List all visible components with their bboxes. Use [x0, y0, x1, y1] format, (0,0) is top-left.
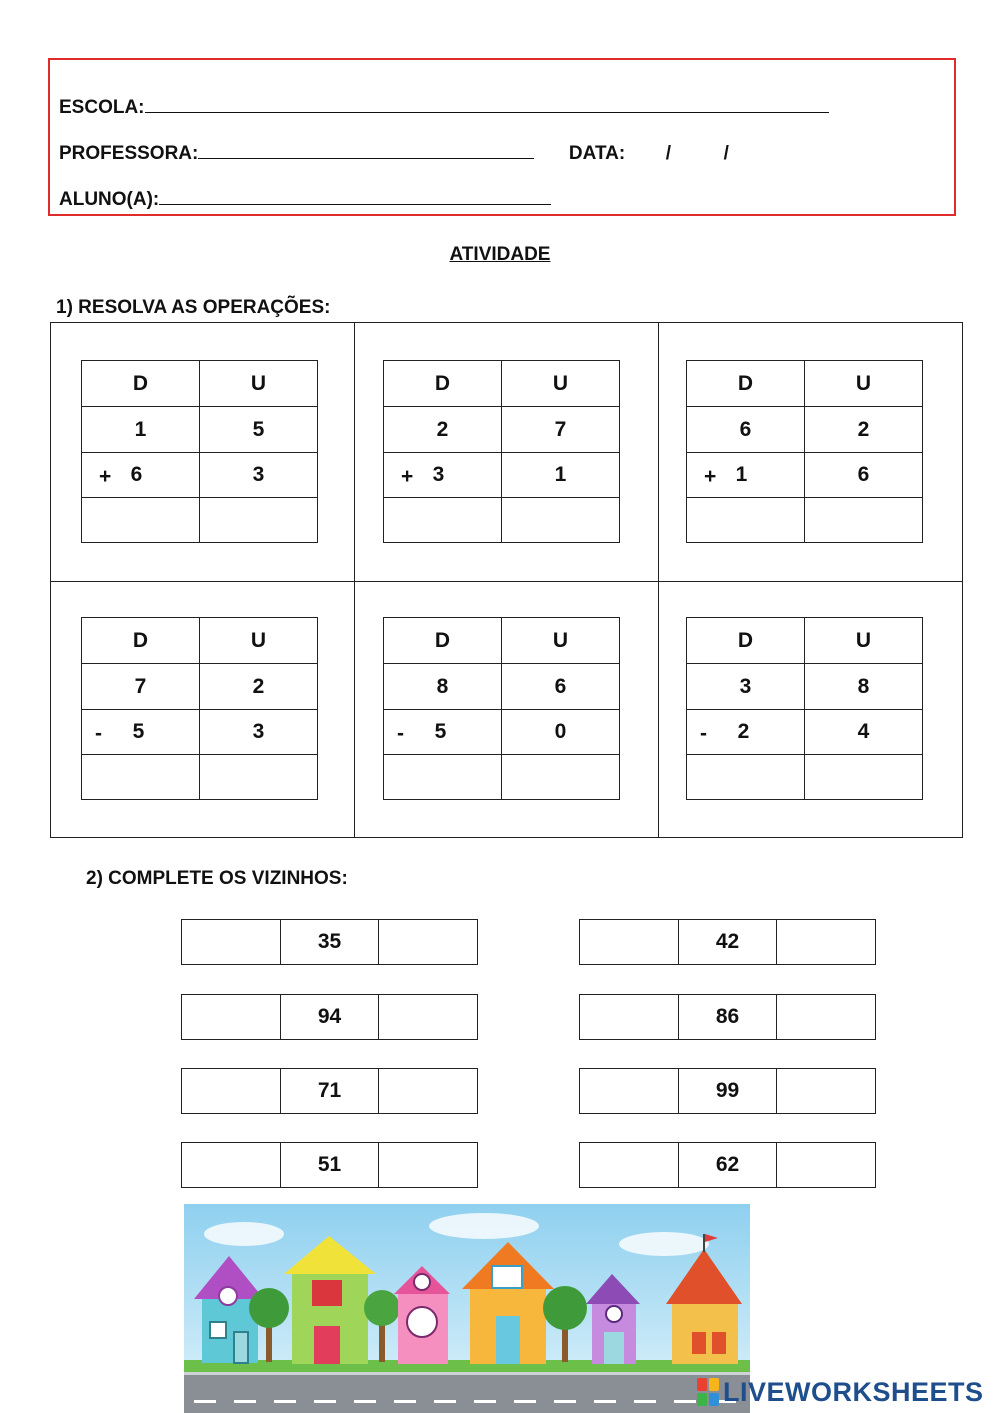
- after-input[interactable]: [777, 995, 875, 1039]
- answer-units-input[interactable]: [805, 755, 923, 800]
- data-label: DATA:: [568, 143, 626, 164]
- answer-units-input[interactable]: [805, 498, 923, 543]
- before-input[interactable]: [580, 920, 679, 964]
- escola-line: [59, 96, 829, 119]
- answer-tens-input[interactable]: [82, 498, 200, 543]
- col-u-header: U: [805, 361, 923, 407]
- bottom-tens: 6: [130, 463, 143, 486]
- date-slash-2: /: [723, 143, 729, 164]
- col-d-header: D: [82, 361, 200, 407]
- operator-sign: +: [99, 465, 112, 488]
- top-units: 5: [200, 407, 318, 453]
- col-u-header: U: [502, 361, 620, 407]
- after-input[interactable]: [379, 1143, 477, 1187]
- bottom-tens-cell: [384, 453, 502, 498]
- col-d-header: D: [687, 361, 805, 407]
- bottom-tens: 5: [434, 720, 447, 743]
- bottom-tens-cell: [82, 453, 200, 498]
- col-u-header: U: [502, 618, 620, 664]
- bottom-units: 3: [200, 710, 318, 755]
- col-u-header: U: [805, 618, 923, 664]
- bottom-units: 6: [805, 453, 923, 498]
- after-input[interactable]: [379, 995, 477, 1039]
- operator-sign: -: [397, 722, 404, 745]
- watermark-text: LIVEWORKSHEETS: [723, 1376, 984, 1407]
- neighbour-row: [579, 1142, 876, 1188]
- answer-tens-input[interactable]: [687, 755, 805, 800]
- date-slash-1: /: [665, 143, 672, 164]
- neighbour-number: 62: [679, 1143, 778, 1187]
- aluno-line: [59, 188, 551, 211]
- operation-table: [686, 617, 923, 800]
- neighbour-number: 35: [281, 920, 380, 964]
- bottom-tens: 1: [735, 463, 748, 486]
- before-input[interactable]: [182, 1143, 281, 1187]
- operation-table: [383, 617, 620, 800]
- answer-units-input[interactable]: [200, 755, 318, 800]
- answer-tens-input[interactable]: [384, 498, 502, 543]
- question-1-label: 1) RESOLVA AS OPERAÇÕES:: [56, 297, 331, 318]
- neighbour-number: 94: [281, 995, 380, 1039]
- top-tens: 2: [384, 407, 502, 453]
- col-u-header: U: [200, 618, 318, 664]
- top-tens: 7: [82, 664, 200, 710]
- neighbour-number: 71: [281, 1069, 380, 1113]
- col-d-header: D: [82, 618, 200, 664]
- bottom-tens: 2: [737, 720, 750, 743]
- answer-units-input[interactable]: [502, 755, 620, 800]
- top-units: 2: [200, 664, 318, 710]
- neighbour-number: 42: [679, 920, 778, 964]
- top-tens: 8: [384, 664, 502, 710]
- neighbour-row: [579, 1068, 876, 1114]
- top-tens: 6: [687, 407, 805, 453]
- neighbour-number: 86: [679, 995, 778, 1039]
- operator-sign: -: [700, 722, 707, 745]
- col-u-header: U: [200, 361, 318, 407]
- before-input[interactable]: [182, 920, 281, 964]
- after-input[interactable]: [379, 920, 477, 964]
- bottom-tens-cell: [687, 453, 805, 498]
- operator-sign: +: [704, 465, 717, 488]
- bottom-tens: 5: [132, 720, 145, 743]
- top-units: 2: [805, 407, 923, 453]
- answer-units-input[interactable]: [200, 498, 318, 543]
- neighbour-number: 99: [679, 1069, 778, 1113]
- after-input[interactable]: [777, 1069, 875, 1113]
- operator-sign: +: [401, 465, 414, 488]
- bottom-units: 1: [502, 453, 620, 498]
- neighbour-row: [181, 1142, 478, 1188]
- operation-table: [383, 360, 620, 543]
- operation-table: [686, 360, 923, 543]
- after-input[interactable]: [379, 1069, 477, 1113]
- top-units: 6: [502, 664, 620, 710]
- answer-units-input[interactable]: [502, 498, 620, 543]
- bottom-units: 3: [200, 453, 318, 498]
- top-units: 8: [805, 664, 923, 710]
- answer-tens-input[interactable]: [384, 755, 502, 800]
- before-input[interactable]: [580, 1143, 679, 1187]
- neighbour-row: [181, 994, 478, 1040]
- top-units: 7: [502, 407, 620, 453]
- student-info-box: [48, 58, 956, 216]
- operation-table: [81, 360, 318, 543]
- operator-sign: -: [95, 722, 102, 745]
- before-input[interactable]: [182, 995, 281, 1039]
- bottom-units: 0: [502, 710, 620, 755]
- bottom-tens-cell: [82, 710, 200, 755]
- col-d-header: D: [687, 618, 805, 664]
- before-input[interactable]: [182, 1069, 281, 1113]
- neighbour-row: [181, 1068, 478, 1114]
- after-input[interactable]: [777, 1143, 875, 1187]
- liveworksheets-watermark: [697, 1376, 984, 1408]
- neighbour-row: [579, 994, 876, 1040]
- escola-field[interactable]: [145, 96, 829, 113]
- before-input[interactable]: [580, 995, 679, 1039]
- professora-label: PROFESSORA:: [59, 143, 199, 164]
- top-tens: 3: [687, 664, 805, 710]
- aluno-label: ALUNO(A):: [59, 189, 160, 210]
- neighbour-number: 51: [281, 1143, 380, 1187]
- after-input[interactable]: [777, 920, 875, 964]
- answer-tens-input[interactable]: [82, 755, 200, 800]
- page-title: ATIVIDADE: [449, 244, 551, 265]
- bottom-units: 4: [805, 710, 923, 755]
- col-d-header: D: [384, 361, 502, 407]
- aluno-field[interactable]: [159, 188, 551, 205]
- operation-table: [81, 617, 318, 800]
- bottom-tens-cell: [687, 710, 805, 755]
- bottom-tens: 3: [432, 463, 445, 486]
- liveworksheets-logo-icon: [697, 1378, 719, 1406]
- houses-illustration: [184, 1204, 750, 1413]
- question-2-label: 2) COMPLETE OS VIZINHOS:: [86, 868, 348, 889]
- top-tens: 1: [82, 407, 200, 453]
- neighbour-row: [181, 919, 478, 965]
- professora-line: [59, 142, 729, 165]
- col-d-header: D: [384, 618, 502, 664]
- professora-field[interactable]: [198, 142, 534, 159]
- before-input[interactable]: [580, 1069, 679, 1113]
- escola-label: ESCOLA:: [59, 97, 145, 118]
- answer-tens-input[interactable]: [687, 498, 805, 543]
- neighbour-row: [579, 919, 876, 965]
- bottom-tens-cell: [384, 710, 502, 755]
